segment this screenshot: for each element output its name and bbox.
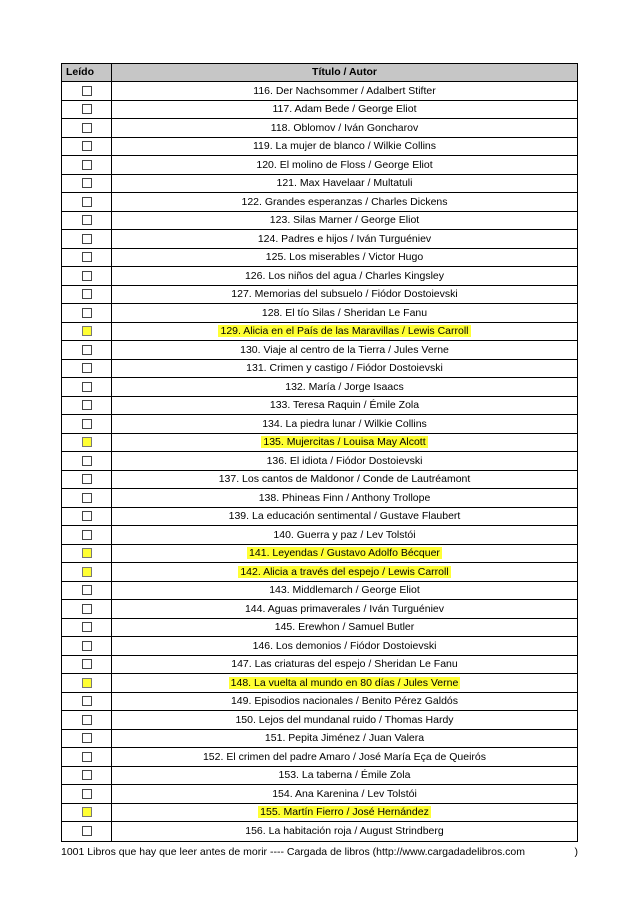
title-cell: [112, 193, 577, 211]
read-cell: [62, 619, 112, 637]
book-title-author: 131. Crimen y castigo / Fiódor Dostoievski: [246, 362, 443, 375]
table-row: [62, 582, 577, 601]
book-title-author: 153. La taberna / Émile Zola: [278, 769, 411, 782]
table-row: [62, 323, 577, 342]
book-title-author: 139. La educación sentimental / Gustave Flaubert: [228, 510, 461, 523]
title-cell: [112, 693, 577, 711]
book-title-author: 127. Memorias del subsuelo / Fiódor Dostoievski: [231, 288, 458, 301]
read-checkbox[interactable]: [82, 215, 92, 225]
table-row: [62, 619, 577, 638]
book-title-author: 155. Martín Fierro / José Hernández: [260, 806, 429, 819]
book-title-author: 123. Silas Marner / George Eliot: [269, 214, 420, 227]
read-cell: [62, 304, 112, 322]
book-title-author: 138. Phineas Finn / Anthony Trollope: [258, 491, 431, 504]
read-cell: [62, 637, 112, 655]
read-checkbox[interactable]: [82, 530, 92, 540]
book-title-author: 124. Padres e hijos / Iván Turguéniev: [257, 232, 432, 245]
book-title-author: 116. Der Nachsommer / Adalbert Stifter: [253, 84, 436, 97]
title-cell: [112, 563, 577, 581]
read-checkbox[interactable]: [82, 567, 92, 577]
table-row: [62, 101, 577, 120]
table-row: [62, 193, 577, 212]
book-title-author: 121. Max Havelaar / Multatuli: [276, 177, 413, 190]
book-title-author: 145. Erewhon / Samuel Butler: [274, 621, 415, 634]
title-cell: [112, 156, 577, 174]
read-checkbox[interactable]: [82, 419, 92, 429]
books-table: [61, 63, 578, 842]
read-checkbox[interactable]: [82, 585, 92, 595]
book-title-author: 137. Los cantos de Maldonor / Conde de Lautréamont: [218, 473, 471, 486]
table-row: [62, 119, 577, 138]
header-read: Leído: [62, 64, 112, 81]
title-cell: [112, 82, 577, 100]
title-cell: [112, 545, 577, 563]
read-cell: [62, 360, 112, 378]
table-row: [62, 563, 577, 582]
table-row: [62, 230, 577, 249]
read-checkbox[interactable]: [82, 789, 92, 799]
read-cell: [62, 767, 112, 785]
book-title-author: 134. La piedra lunar / Wilkie Collins: [262, 417, 427, 430]
title-cell: [112, 397, 577, 415]
book-title-author: 154. Ana Karenina / Lev Tolstói: [272, 787, 417, 800]
book-title-author: 150. Lejos del mundanal ruido / Thomas Hardy: [235, 713, 454, 726]
title-cell: [112, 415, 577, 433]
title-cell: [112, 286, 577, 304]
read-cell: [62, 212, 112, 230]
book-title-author: 129. Alicia en el País de las Maravillas / Lewis Carroll: [220, 325, 469, 338]
read-cell: [62, 785, 112, 803]
title-cell: [112, 748, 577, 766]
table-row: [62, 304, 577, 323]
read-checkbox[interactable]: [82, 807, 92, 817]
table-row: [62, 434, 577, 453]
book-title-author: 128. El tío Silas / Sheridan Le Fanu: [261, 306, 428, 319]
read-checkbox[interactable]: [82, 141, 92, 151]
read-cell: [62, 101, 112, 119]
title-cell: [112, 489, 577, 507]
read-cell: [62, 582, 112, 600]
table-row: [62, 212, 577, 231]
read-checkbox[interactable]: [82, 770, 92, 780]
table-row: [62, 397, 577, 416]
title-cell: [112, 341, 577, 359]
footer-end: ): [574, 846, 578, 858]
read-checkbox[interactable]: [82, 400, 92, 410]
read-checkbox[interactable]: [82, 197, 92, 207]
table-row: [62, 748, 577, 767]
read-cell: [62, 175, 112, 193]
book-title-author: 149. Episodios nacionales / Benito Pérez Galdós: [230, 695, 459, 708]
book-title-author: 146. Los demonios / Fiódor Dostoievski: [252, 639, 437, 652]
read-checkbox[interactable]: [82, 234, 92, 244]
read-cell: [62, 674, 112, 692]
book-title-author: 122. Grandes esperanzas / Charles Dickens: [241, 195, 448, 208]
book-title-author: 144. Aguas primaverales / Iván Turguéniev: [244, 602, 445, 615]
book-title-author: 132. María / Jorge Isaacs: [285, 380, 404, 393]
read-checkbox[interactable]: [82, 678, 92, 688]
table-row: [62, 138, 577, 157]
title-cell: [112, 378, 577, 396]
read-checkbox[interactable]: [82, 437, 92, 447]
read-cell: [62, 341, 112, 359]
read-cell: [62, 434, 112, 452]
read-checkbox[interactable]: [82, 826, 92, 836]
book-title-author: 135. Mujercitas / Louisa May Alcott: [263, 436, 426, 449]
table-row: [62, 674, 577, 693]
read-checkbox[interactable]: [82, 326, 92, 336]
title-cell: [112, 582, 577, 600]
book-title-author: 126. Los niños del agua / Charles Kingsley: [244, 269, 445, 282]
title-cell: [112, 471, 577, 489]
title-cell: [112, 822, 577, 841]
read-cell: [62, 730, 112, 748]
book-title-author: 136. El idiota / Fiódor Dostoievski: [266, 454, 423, 467]
read-cell: [62, 397, 112, 415]
title-cell: [112, 600, 577, 618]
book-title-author: 140. Guerra y paz / Lev Tolstói: [273, 528, 416, 541]
table-row: [62, 378, 577, 397]
table-row: [62, 452, 577, 471]
title-cell: [112, 175, 577, 193]
read-cell: [62, 600, 112, 618]
read-cell: [62, 415, 112, 433]
read-cell: [62, 508, 112, 526]
read-checkbox[interactable]: [82, 474, 92, 484]
table-body: [62, 82, 577, 841]
table-row: [62, 767, 577, 786]
table-row: [62, 415, 577, 434]
read-checkbox[interactable]: [82, 641, 92, 651]
read-checkbox[interactable]: [82, 604, 92, 614]
title-cell: [112, 434, 577, 452]
read-cell: [62, 119, 112, 137]
title-cell: [112, 101, 577, 119]
read-cell: [62, 138, 112, 156]
read-checkbox[interactable]: [82, 86, 92, 96]
table-row: [62, 175, 577, 194]
book-title-author: 141. Leyendas / Gustavo Adolfo Bécquer: [249, 547, 440, 560]
table-row: [62, 545, 577, 564]
table-row: [62, 730, 577, 749]
table-row: [62, 637, 577, 656]
read-checkbox[interactable]: [82, 104, 92, 114]
title-cell: [112, 674, 577, 692]
table-row: [62, 286, 577, 305]
read-cell: [62, 804, 112, 822]
title-cell: [112, 138, 577, 156]
title-cell: [112, 212, 577, 230]
read-cell: [62, 267, 112, 285]
read-checkbox[interactable]: [82, 382, 92, 392]
footer-text: 1001 Libros que hay que leer antes de morir ---- Cargada de libros (http://www.cargadadelibros.com: [61, 846, 525, 858]
read-cell: [62, 378, 112, 396]
read-cell: [62, 822, 112, 841]
title-cell: [112, 767, 577, 785]
table-row: [62, 341, 577, 360]
read-checkbox[interactable]: [82, 622, 92, 632]
title-cell: [112, 508, 577, 526]
title-cell: [112, 360, 577, 378]
read-checkbox[interactable]: [82, 659, 92, 669]
read-cell: [62, 156, 112, 174]
title-cell: [112, 804, 577, 822]
book-title-author: 118. Oblomov / Iván Goncharov: [270, 121, 419, 134]
title-cell: [112, 452, 577, 470]
read-cell: [62, 489, 112, 507]
table-row: [62, 785, 577, 804]
header-title-author: Título / Autor: [312, 66, 377, 78]
table-row: [62, 249, 577, 268]
read-checkbox[interactable]: [82, 252, 92, 262]
book-title-author: 133. Teresa Raquin / Émile Zola: [269, 399, 420, 412]
title-cell: [112, 656, 577, 674]
book-title-author: 125. Los miserables / Victor Hugo: [265, 251, 424, 264]
book-title-author: 120. El molino de Floss / George Eliot: [256, 158, 433, 171]
read-checkbox[interactable]: [82, 511, 92, 521]
table-row: [62, 822, 577, 841]
read-cell: [62, 452, 112, 470]
title-cell: [112, 526, 577, 544]
title-cell: [112, 119, 577, 137]
read-checkbox[interactable]: [82, 160, 92, 170]
book-title-author: 148. La vuelta al mundo en 80 días / Jules Verne: [230, 676, 459, 689]
read-checkbox[interactable]: [82, 696, 92, 706]
title-cell: [112, 323, 577, 341]
title-cell: [112, 730, 577, 748]
read-cell: [62, 286, 112, 304]
read-checkbox[interactable]: [82, 733, 92, 743]
book-title-author: 152. El crimen del padre Amaro / José María Eça de Queirós: [202, 750, 487, 763]
read-cell: [62, 563, 112, 581]
table-row: [62, 156, 577, 175]
read-cell: [62, 323, 112, 341]
table-row: [62, 804, 577, 823]
table-row: [62, 508, 577, 527]
read-cell: [62, 82, 112, 100]
book-title-author: 147. Las criaturas del espejo / Sheridan Le Fanu: [231, 658, 458, 671]
read-cell: [62, 249, 112, 267]
read-checkbox[interactable]: [82, 308, 92, 318]
table-row: [62, 360, 577, 379]
table-header: [62, 64, 577, 82]
read-checkbox[interactable]: [82, 715, 92, 725]
title-cell: [112, 637, 577, 655]
read-checkbox[interactable]: [82, 752, 92, 762]
table-row: [62, 82, 577, 101]
table-row: [62, 267, 577, 286]
table-row: [62, 711, 577, 730]
book-title-author: 130. Viaje al centro de la Tierra / Jules Verne: [240, 343, 449, 356]
book-title-author: 143. Middlemarch / George Eliot: [269, 584, 420, 597]
title-cell: [112, 230, 577, 248]
read-cell: [62, 230, 112, 248]
read-cell: [62, 193, 112, 211]
read-checkbox[interactable]: [82, 289, 92, 299]
read-checkbox[interactable]: [82, 456, 92, 466]
read-checkbox[interactable]: [82, 493, 92, 503]
read-cell: [62, 545, 112, 563]
title-cell: [112, 304, 577, 322]
book-title-author: 119. La mujer de blanco / Wilkie Collins: [252, 140, 437, 153]
table-row: [62, 656, 577, 675]
read-checkbox[interactable]: [82, 271, 92, 281]
book-title-author: 151. Pepita Jiménez / Juan Valera: [264, 732, 425, 745]
table-row: [62, 600, 577, 619]
read-checkbox[interactable]: [82, 123, 92, 133]
read-cell: [62, 748, 112, 766]
book-title-author: 156. La habitación roja / August Strindberg: [245, 825, 444, 838]
read-cell: [62, 526, 112, 544]
read-checkbox[interactable]: [82, 363, 92, 373]
read-checkbox[interactable]: [82, 548, 92, 558]
read-cell: [62, 656, 112, 674]
book-title-author: 142. Alicia a través del espejo / Lewis Carroll: [240, 565, 449, 578]
title-cell: [112, 619, 577, 637]
read-checkbox[interactable]: [82, 178, 92, 188]
read-cell: [62, 693, 112, 711]
table-row: [62, 471, 577, 490]
page-footer: [61, 846, 578, 858]
book-title-author: 117. Adam Bede / George Eliot: [272, 103, 417, 116]
title-cell: [112, 711, 577, 729]
title-cell: [112, 249, 577, 267]
table-row: [62, 489, 577, 508]
title-cell: [112, 785, 577, 803]
table-row: [62, 526, 577, 545]
read-cell: [62, 471, 112, 489]
table-row: [62, 693, 577, 712]
title-cell: [112, 267, 577, 285]
read-cell: [62, 711, 112, 729]
read-checkbox[interactable]: [82, 345, 92, 355]
